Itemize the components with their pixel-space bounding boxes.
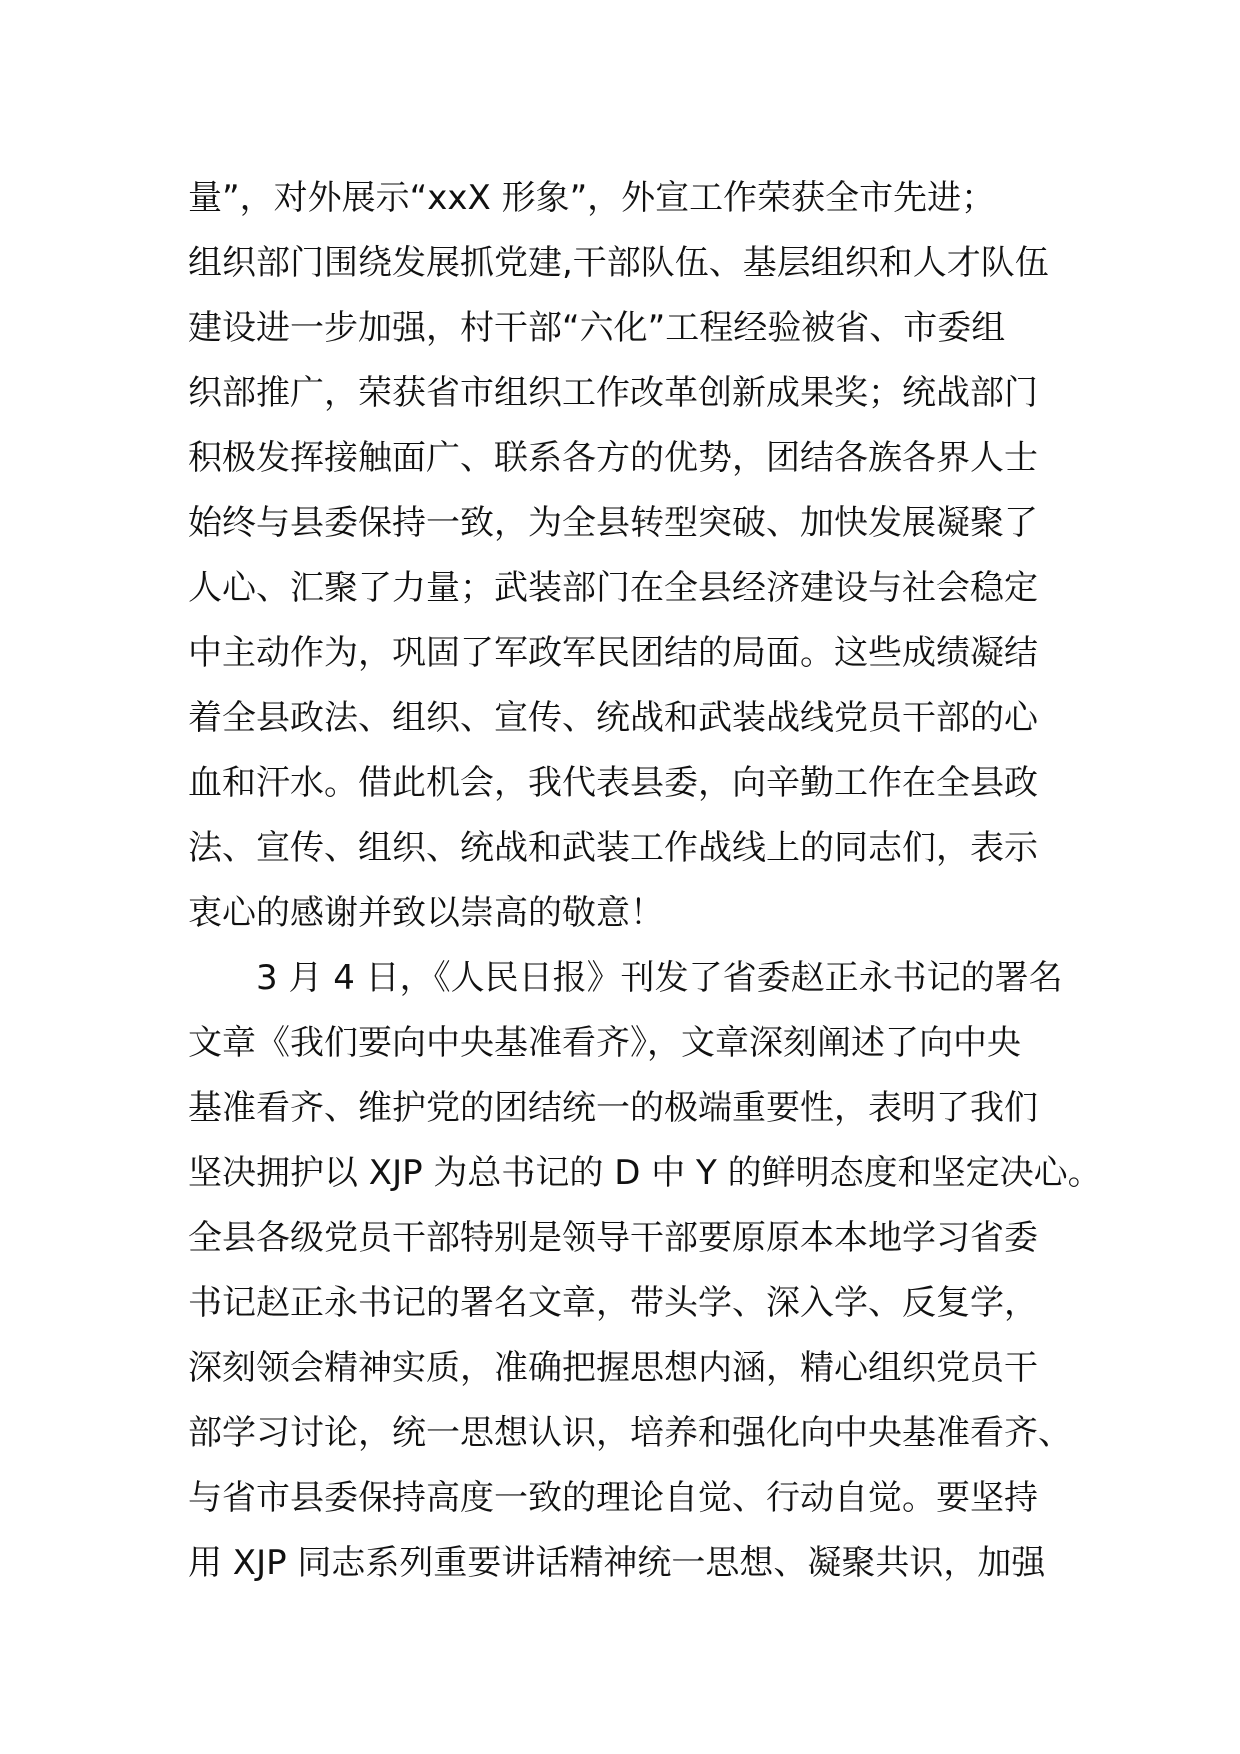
- text-line: 坚决拥护以 XJP 为总书记的 D 中 Y 的鲜明态度和坚定决心。: [188, 1153, 1102, 1193]
- text-line: 基准看齐、维护党的团结统一的极端重要性，表明了我们: [188, 1088, 1038, 1128]
- text-line: 织部推广，荣获省市组织工作改革创新成果奖；统战部门: [188, 373, 1038, 413]
- text-line: 与省市县委保持高度一致的理论自觉、行动自觉。要坚持: [188, 1478, 1038, 1518]
- text-line: 人心、汇聚了力量；武装部门在全县经济建设与社会稳定: [188, 568, 1038, 608]
- text-line: 积极发挥接触面广、联系各方的优势，团结各族各界人士: [188, 438, 1038, 478]
- text-line: 深刻领会精神实质，准确把握思想内涵，精心组织党员干: [188, 1348, 1038, 1388]
- text-line: 建设进一步加强，村干部“六化”工程经验被省、市委组: [188, 308, 1006, 348]
- text-line: 全县各级党员干部特别是领导干部要原原本本地学习省委: [188, 1218, 1038, 1258]
- text-line: 部学习讨论，统一思想认识，培养和强化向中央基准看齐、: [188, 1413, 1072, 1453]
- text-line: 法、宣传、组织、统战和武装工作战线上的同志们，表示: [188, 828, 1038, 868]
- text-line: 文章《我们要向中央基准看齐》，文章深刻阐述了向中央: [188, 1023, 1021, 1063]
- text-line: 血和汗水。借此机会，我代表县委，向辛勤工作在全县政: [188, 763, 1038, 803]
- text-line: 组织部门围绕发展抓党建,干部队伍、基层组织和人才队伍: [188, 243, 1049, 283]
- paragraph-first-line: 3 月 4 日，《人民日报》刊发了省委赵正永书记的署名: [256, 958, 1063, 998]
- text-line: 中主动作为，巩固了军政军民团结的局面。这些成绩凝结: [188, 633, 1038, 673]
- text-line: 量”，对外展示“xxX 形象”，外宣工作荣获全市先进；: [188, 178, 996, 218]
- text-line: 着全县政法、组织、宣传、统战和武装战线党员干部的心: [188, 698, 1038, 738]
- body-text: [188, 166, 1102, 1596]
- text-line: 始终与县委保持一致，为全县转型突破、加快发展凝聚了: [188, 503, 1038, 543]
- text-line: 衷心的感谢并致以崇高的敬意！: [188, 893, 664, 933]
- text-line: 书记赵正永书记的署名文章，带头学、深入学、反复学，: [188, 1283, 1038, 1323]
- text-line: 用 XJP 同志系列重要讲话精神统一思想、凝聚共识，加强: [188, 1543, 1046, 1583]
